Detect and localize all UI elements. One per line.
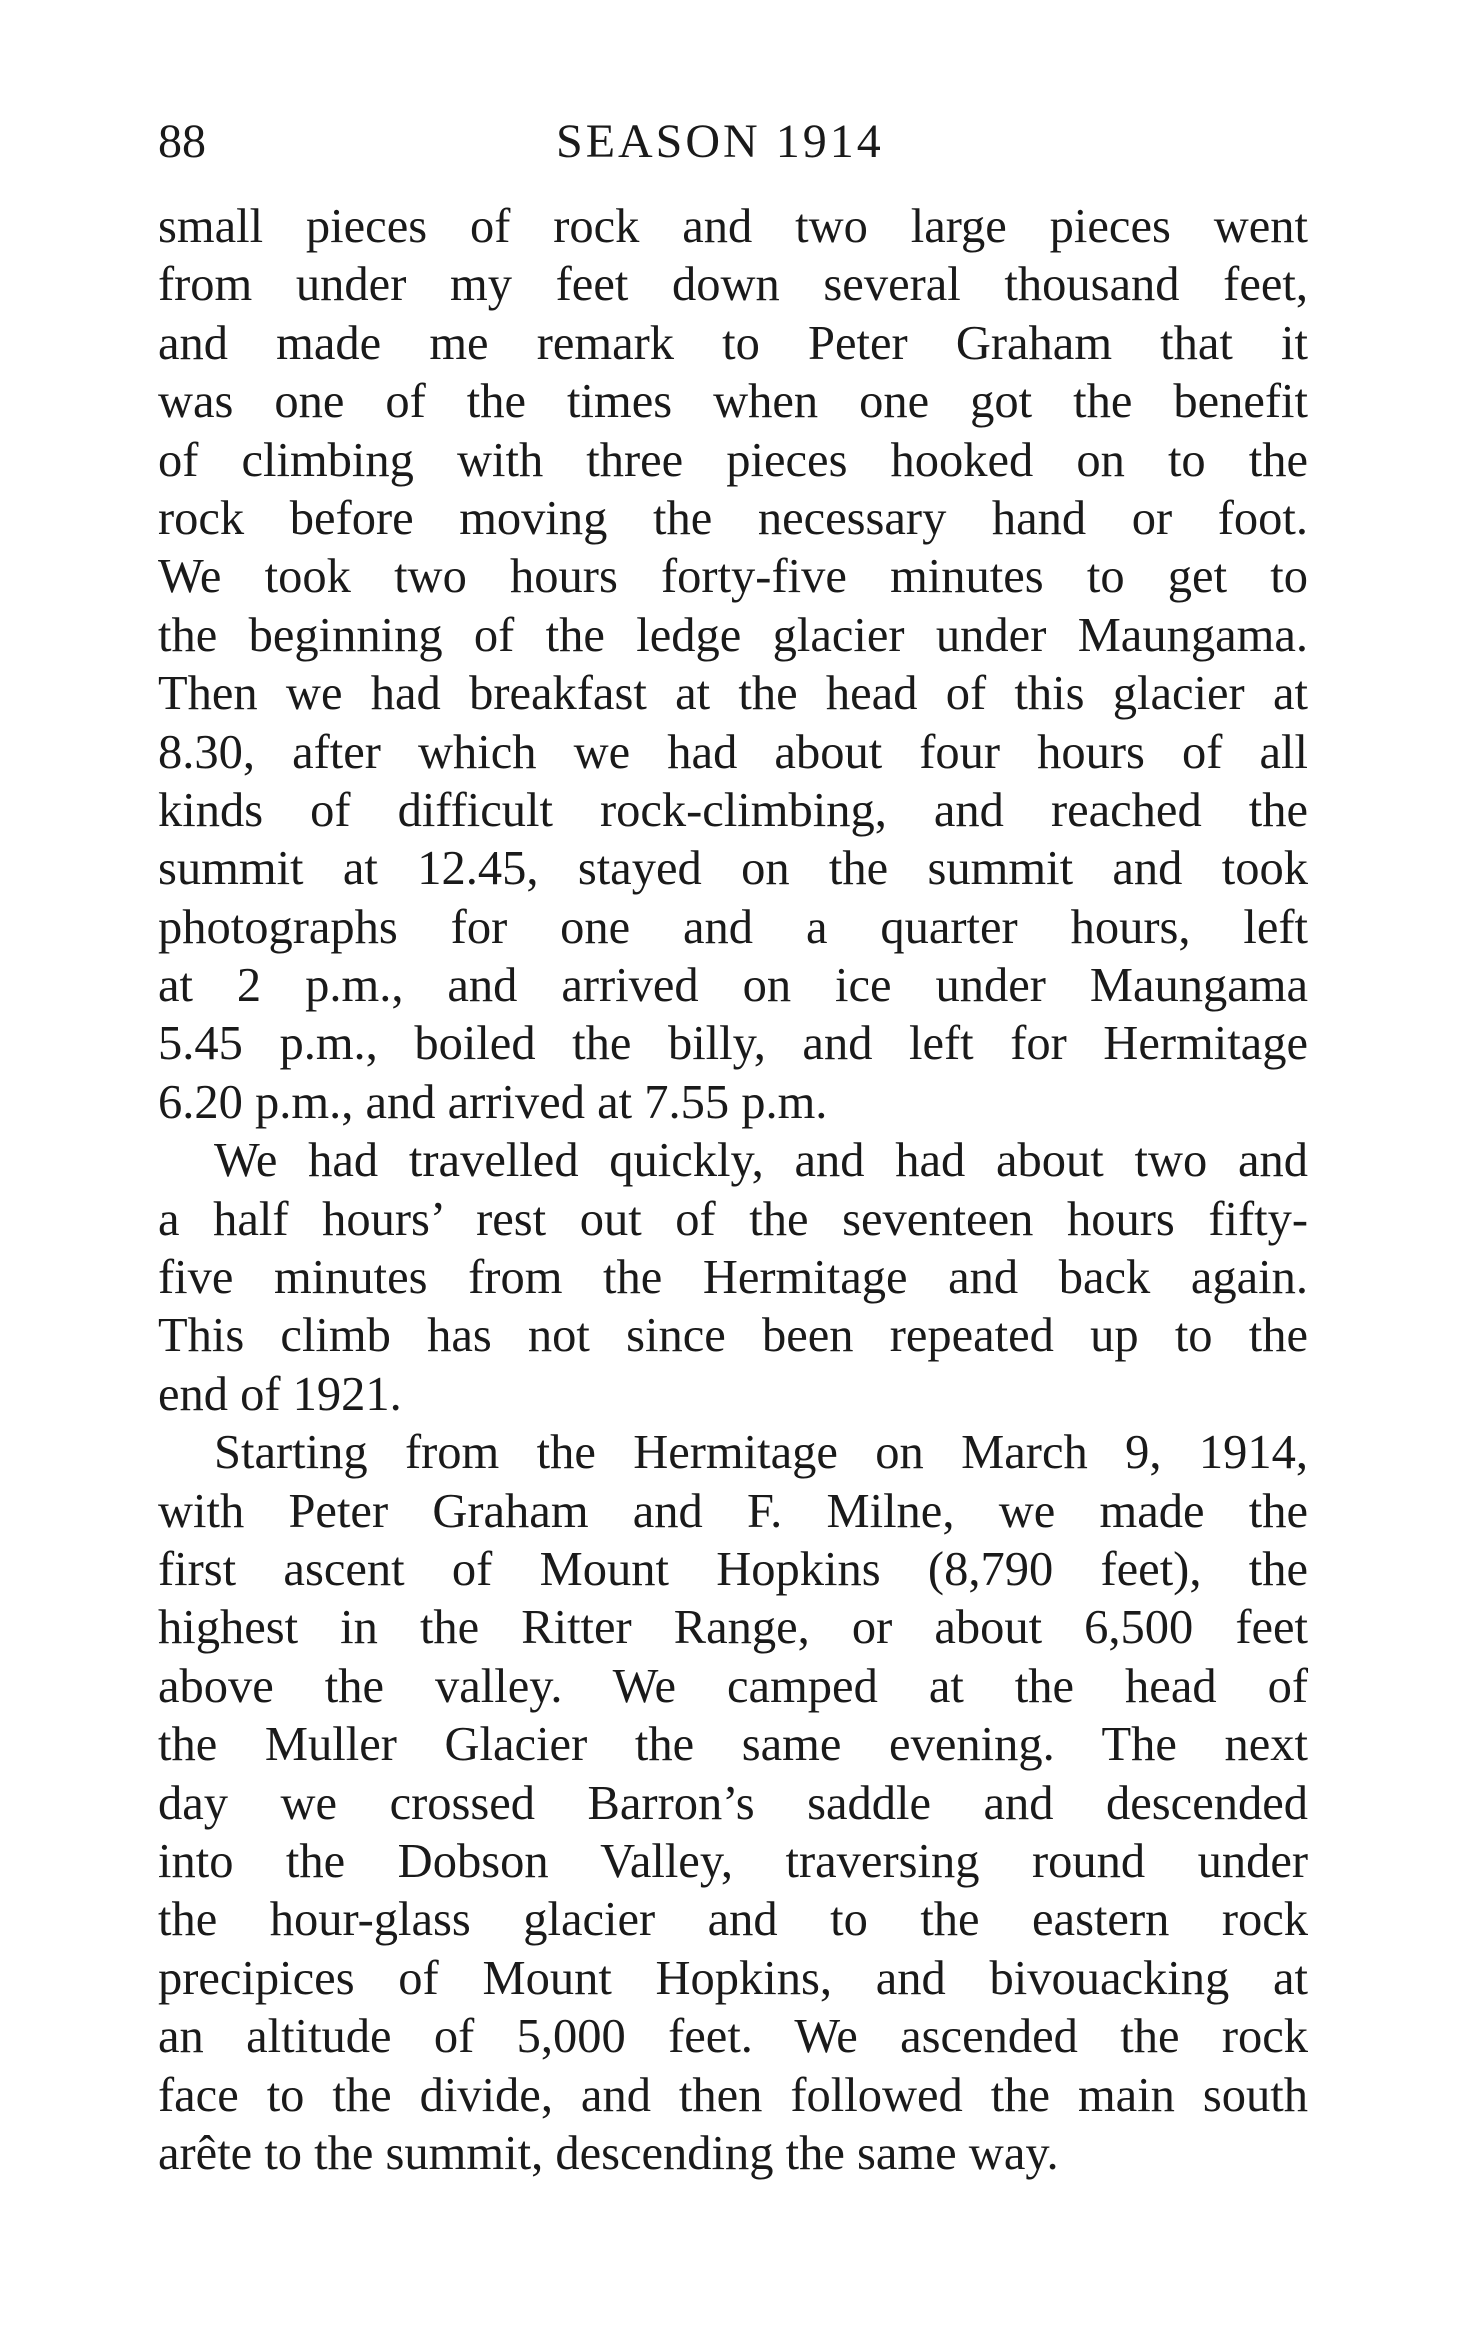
paragraph: [158, 198, 1308, 1132]
text-line: 6.20 p.m., and arrived at 7.55 p.m.: [158, 1075, 828, 1129]
text-line: We took two hours forty-five minutes to get to: [158, 550, 1308, 604]
text-line: highest in the Ritter Range, or about 6,500 feet: [158, 1601, 1308, 1655]
text-line: with Peter Graham and F. Milne, we made the: [158, 1484, 1308, 1538]
text-line: into the Dobson Valley, traversing round under: [158, 1834, 1308, 1888]
text-line: five minutes from the Hermitage and back again.: [158, 1251, 1308, 1305]
text-line: 8.30, after which we had about four hours of all: [158, 725, 1308, 779]
page-number: 88: [158, 115, 206, 168]
text-line: We had travelled quickly, and had about two and: [214, 1134, 1308, 1188]
text-line: and made me remark to Peter Graham that it: [158, 316, 1308, 370]
text-line: small pieces of rock and two large pieces went: [158, 200, 1308, 253]
text-line: first ascent of Mount Hopkins (8,790 feet), the: [158, 1542, 1308, 1596]
text-line: rock before moving the necessary hand or foot.: [158, 491, 1308, 545]
text-line: a half hours’ rest out of the seventeen hours fifty-: [158, 1192, 1308, 1246]
text-line: day we crossed Barron’s saddle and descended: [158, 1776, 1308, 1830]
text-line: the beginning of the ledge glacier under Maungama.: [158, 608, 1308, 662]
text-line: photographs for one and a quarter hours, left: [158, 900, 1308, 954]
text-line: from under my feet down several thousand feet,: [158, 258, 1308, 312]
running-head: [158, 112, 1308, 172]
text-line: of climbing with three pieces hooked on to the: [158, 433, 1308, 487]
text-line: above the valley. We camped at the head of: [158, 1659, 1308, 1713]
running-title: SEASON 1914: [556, 115, 884, 168]
paragraph: [158, 1424, 1308, 2183]
text-line: summit at 12.45, stayed on the summit and took: [158, 842, 1308, 896]
text-line: precipices of Mount Hopkins, and bivouacking at: [158, 1951, 1308, 2005]
text-line: was one of the times when one got the benefit: [158, 375, 1308, 429]
text-line: Then we had breakfast at the head of this glacier at: [158, 667, 1308, 721]
body-text: [158, 198, 1308, 2183]
paragraph: [158, 1132, 1308, 1424]
text-line: the hour-glass glacier and to the eastern rock: [158, 1893, 1308, 1947]
text-line: arête to the summit, descending the same way.: [158, 2126, 1059, 2180]
text-line: face to the divide, and then followed the main south: [158, 2068, 1308, 2122]
text-line: Starting from the Hermitage on March 9, 1914,: [214, 1426, 1308, 1480]
text-line: an altitude of 5,000 feet. We ascended the rock: [158, 2010, 1308, 2064]
text-line: the Muller Glacier the same evening. The next: [158, 1718, 1308, 1772]
text-line: at 2 p.m., and arrived on ice under Maungama: [158, 959, 1308, 1013]
text-line: kinds of difficult rock-climbing, and reached the: [158, 783, 1308, 837]
text-line: end of 1921.: [158, 1367, 402, 1421]
text-line: This climb has not since been repeated up to the: [158, 1309, 1308, 1363]
text-line: 5.45 p.m., boiled the billy, and left for Hermitage: [158, 1017, 1308, 1071]
